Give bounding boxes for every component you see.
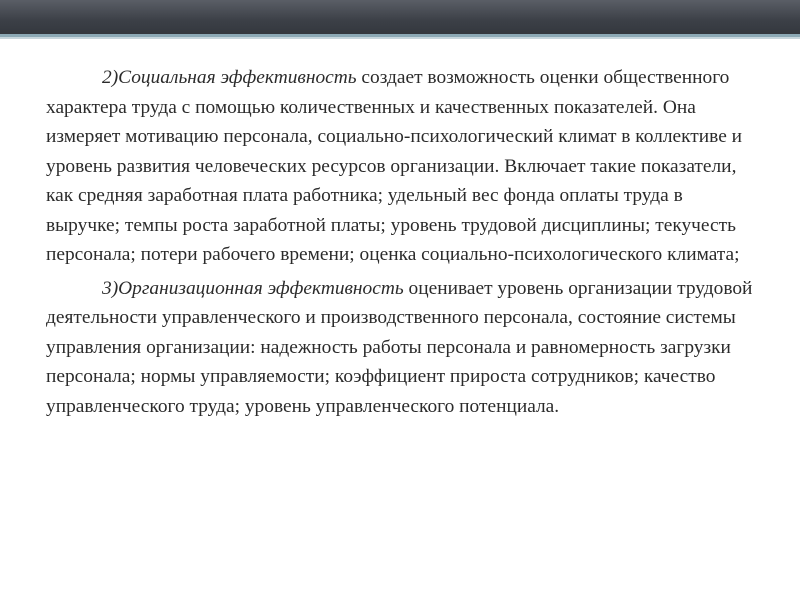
slide-body bbox=[46, 63, 761, 425]
paragraph-text: создает возможность оценки общественного характера труда с помощью количественных и качественных показателей. Она измеряет мотивацию персонала, социально-психологический климат в коллективе и уровень развития человеческих ресурсов организации. Включает такие показатели, как средняя заработная плата работника; удельный вес фонда оплаты труда в выручке; темпы роста заработной платы; уровень трудовой дисциплины; текучесть персонала; потери рабочего времени; оценка социально-психологического климата; bbox=[46, 67, 743, 265]
paragraph-text: оценивает уровень организации трудовой деятельности управленческого и производственного персонала, состояние системы управления организации: надежность работы персонала и равномерность загрузки персонала; нормы управляемости; коэффициент прироста сотрудников; качество управленческого труда; уровень управленческого потенциала. bbox=[46, 277, 753, 417]
paragraph-organizational-efficiency bbox=[46, 274, 761, 422]
paragraph-lead: 2)Социальная эффективность bbox=[102, 67, 357, 88]
paragraph-lead: 3)Организационная эффективность bbox=[102, 277, 404, 299]
header-band bbox=[0, 0, 800, 34]
header-accent-line-light bbox=[0, 37, 800, 39]
paragraph-social-efficiency bbox=[46, 63, 761, 270]
